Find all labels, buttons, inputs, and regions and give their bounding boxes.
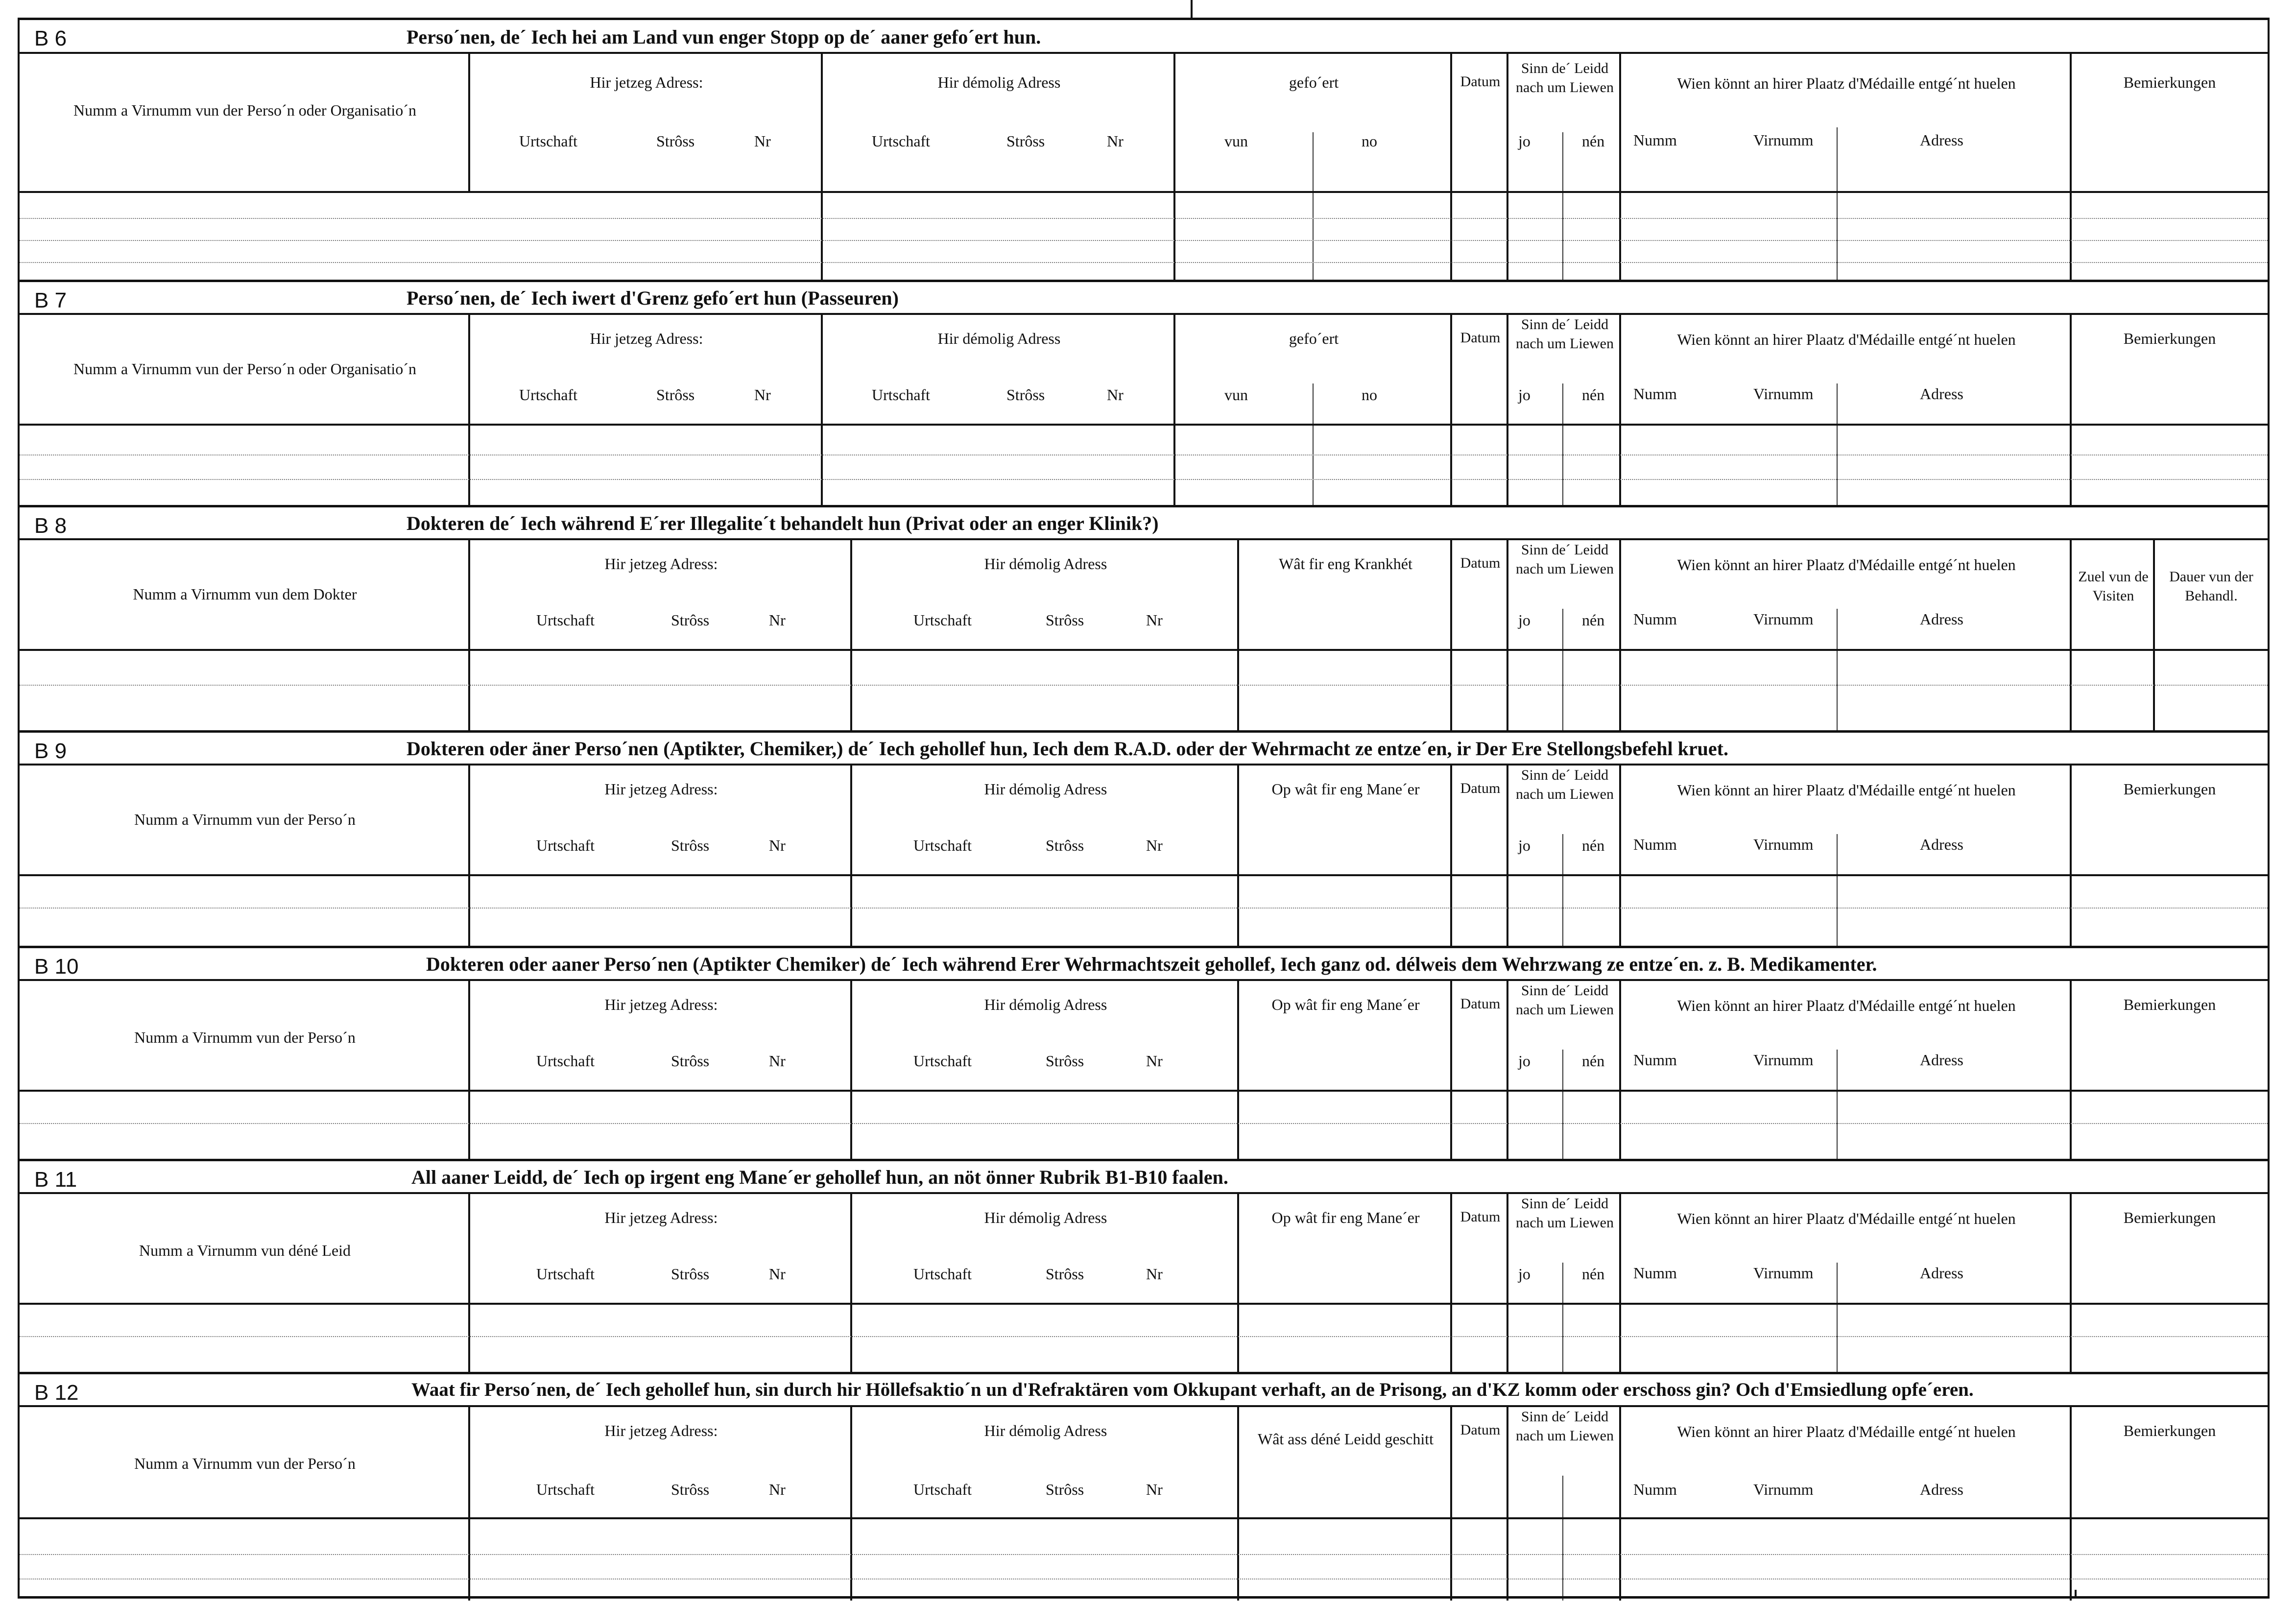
name-header: Numm a Virnumm vun déné Leid [139, 1242, 351, 1259]
remarks-header: Bemierkungen [2123, 996, 2216, 1013]
remarks-header: Bemierkungen [2123, 1209, 2216, 1226]
section-title: Dokteren de´ Iech während E´rer Illegalite´t behandelt hun (Privat oder an enger Klinik?) [407, 512, 1159, 534]
street-header: Strôss [1046, 1265, 1084, 1283]
alive-header: Sinn de´ Leidd nach um Liewen [1516, 1409, 1614, 1444]
locality-header: Urtschaft [872, 386, 931, 404]
number-header: Nr [754, 386, 771, 404]
alive-header: Sinn de´ Leidd nach um Liewen [1516, 1196, 1614, 1231]
street-header: Strôss [1006, 386, 1045, 404]
date-header: Datum [1460, 555, 1501, 571]
locality-header: Urtschaft [913, 611, 972, 629]
street-header: Strôss [671, 1052, 710, 1070]
former-address-header: Hir démolig Adress [984, 555, 1107, 573]
number-header: Nr [1107, 132, 1124, 150]
name-header: Numm a Virnumm vun der Perso´n [134, 811, 356, 828]
date-header: Datum [1460, 996, 1501, 1012]
section-b8 [18, 505, 2270, 730]
transported-header: gefo´ert [1289, 73, 1339, 91]
from-header: vun [1224, 132, 1248, 150]
no-header: nén [1582, 1265, 1605, 1283]
locality-header: Urtschaft [536, 1481, 595, 1498]
section-b6 [18, 18, 2270, 280]
street-header: Strôss [1046, 611, 1084, 629]
date-header: Datum [1460, 330, 1501, 346]
current-address-header: Hir jetzeg Adress: [590, 330, 703, 347]
number-header: Nr [1146, 837, 1163, 854]
address-header: Adress [1920, 131, 1963, 149]
medal-header: Wien könnt an hirer Plaatz d'Médaille entgé´nt huelen [1677, 74, 2016, 92]
street-header: Strôss [671, 1265, 710, 1283]
former-address-header: Hir démolig Adress [984, 1209, 1107, 1226]
section-b10 [18, 946, 2270, 1159]
address-header: Adress [1920, 836, 1963, 853]
section-b12 [18, 1372, 2270, 1599]
number-header: Nr [769, 837, 786, 854]
number-header: Nr [1107, 386, 1124, 404]
name-sub-header: Numm [1633, 131, 1677, 149]
firstname-header: Virnumm [1753, 836, 1814, 853]
current-address-header: Hir jetzeg Adress: [604, 1422, 718, 1439]
questionnaire-sheet [18, 18, 2270, 1599]
section-code: B 7 [34, 288, 67, 312]
remarks-header: Bemierkungen [2123, 73, 2216, 91]
firstname-header: Virnumm [1753, 385, 1814, 403]
locality-header: Urtschaft [519, 132, 578, 150]
locality-header: Urtschaft [872, 132, 931, 150]
binding-line-bottom [2075, 1590, 2077, 1599]
medal-header: Wien könnt an hirer Plaatz d'Médaille entgé´nt huelen [1677, 997, 2016, 1014]
visits-header: Zuel vun de Visiten [2078, 569, 2149, 604]
street-header: Strôss [671, 1481, 710, 1498]
name-sub-header: Numm [1633, 1481, 1677, 1498]
number-header: Nr [769, 1481, 786, 1498]
street-header: Strôss [1046, 837, 1084, 854]
street-header: Strôss [671, 837, 710, 854]
manner-header: Op wât fir eng Mane´er [1271, 780, 1420, 798]
name-header: Numm a Virnumm vun dem Dokter [133, 585, 357, 603]
to-header: no [1362, 132, 1377, 150]
name-sub-header: Numm [1633, 836, 1677, 853]
number-header: Nr [1146, 1052, 1163, 1070]
date-header: Datum [1460, 780, 1501, 796]
locality-header: Urtschaft [519, 386, 578, 404]
former-address-header: Hir démolig Adress [984, 996, 1107, 1013]
duration-header: Dauer vun der Behandl. [2169, 569, 2253, 604]
name-header: Numm a Virnumm vun der Perso´n [134, 1029, 356, 1046]
locality-header: Urtschaft [536, 1265, 595, 1283]
section-title: Perso´nen, de´ Iech hei am Land vun enger Stopp op de´ aaner gefo´ert hun. [407, 26, 1041, 48]
locality-header: Urtschaft [536, 837, 595, 854]
locality-header: Urtschaft [536, 1052, 595, 1070]
locality-header: Urtschaft [913, 837, 972, 854]
firstname-header: Virnumm [1753, 610, 1814, 628]
name-header: Numm a Virnumm vun der Perso´n oder Organisatio´n [73, 101, 416, 119]
number-header: Nr [1146, 1481, 1163, 1498]
current-address-header: Hir jetzeg Adress: [604, 996, 718, 1013]
address-header: Adress [1920, 610, 1963, 628]
former-address-header: Hir démolig Adress [984, 1422, 1107, 1439]
date-header: Datum [1460, 1422, 1501, 1438]
locality-header: Urtschaft [913, 1052, 972, 1070]
alive-header: Sinn de´ Leidd nach um Liewen [1516, 542, 1614, 577]
address-header: Adress [1920, 1051, 1963, 1069]
no-header: nén [1582, 132, 1605, 150]
number-header: Nr [1146, 611, 1163, 629]
street-header: Strôss [1046, 1052, 1084, 1070]
former-address-header: Hir démolig Adress [984, 780, 1107, 798]
section-code: B 6 [34, 26, 67, 50]
street-header: Strôss [656, 386, 695, 404]
number-header: Nr [754, 132, 771, 150]
manner-header: Op wât fir eng Mane´er [1271, 996, 1420, 1013]
address-header: Adress [1920, 1481, 1963, 1498]
firstname-header: Virnumm [1753, 1481, 1814, 1498]
street-header: Strôss [1046, 1481, 1084, 1498]
no-header: nén [1582, 1052, 1605, 1070]
current-address-header: Hir jetzeg Adress: [604, 780, 718, 798]
number-header: Nr [769, 1265, 786, 1283]
firstname-header: Virnumm [1753, 131, 1814, 149]
section-title: Dokteren oder äner Perso´nen (Aptikter, Chemiker,) de´ Iech gehollef hun, Iech dem R.A.D. oder der Wehrmacht ze entze´en, ir Der Ere Stellongsbefehl kruet. [407, 738, 1728, 760]
alive-header: Sinn de´ Leidd nach um Liewen [1516, 316, 1614, 352]
medal-header: Wien könnt an hirer Plaatz d'Médaille entgé´nt huelen [1677, 556, 2016, 574]
no-header: nén [1582, 611, 1605, 629]
manner-header: Op wât fir eng Mane´er [1271, 1209, 1420, 1226]
date-header: Datum [1460, 73, 1501, 90]
from-header: vun [1224, 386, 1248, 404]
section-title: Perso´nen, de´ Iech iwert d'Grenz gefo´ert hun (Passeuren) [407, 287, 899, 309]
number-header: Nr [769, 1052, 786, 1070]
name-sub-header: Numm [1633, 385, 1677, 403]
section-b11 [18, 1159, 2270, 1372]
yes-header: jo [1518, 386, 1531, 404]
yes-header: jo [1518, 1052, 1531, 1070]
medal-header: Wien könnt an hirer Plaatz d'Médaille entgé´nt huelen [1677, 781, 2016, 799]
former-address-header: Hir démolig Adress [937, 73, 1061, 91]
yes-header: jo [1518, 611, 1531, 629]
section-code: B 9 [34, 739, 67, 763]
number-header: Nr [769, 611, 786, 629]
section-title: All aaner Leidd, de´ Iech op irgent eng Mane´er gehollef hun, an nöt önner Rubrik B1-B10 faalen. [411, 1166, 1228, 1188]
firstname-header: Virnumm [1753, 1264, 1814, 1282]
section-code: B 8 [34, 514, 67, 538]
name-sub-header: Numm [1633, 1051, 1677, 1069]
section-code: B 11 [34, 1168, 77, 1192]
remarks-header: Bemierkungen [2123, 330, 2216, 347]
section-title: Dokteren oder aaner Perso´nen (Aptikter Chemiker) de´ Iech während Erer Wehrmachtszeit gehollef, Iech ganz od. délweis dem Wehrzwang ze entze´en. z. B. Medikamenter. [426, 953, 1877, 975]
former-address-header: Hir démolig Adress [937, 330, 1061, 347]
illness-header: Wât fir eng Krankhét [1279, 555, 1412, 573]
section-code: B 10 [34, 955, 79, 979]
number-header: Nr [1146, 1265, 1163, 1283]
locality-header: Urtschaft [536, 611, 595, 629]
street-header: Strôss [656, 132, 695, 150]
remarks-header: Bemierkungen [2123, 780, 2216, 798]
yes-header: jo [1518, 132, 1531, 150]
section-title: Waat fir Perso´nen, de´ Iech gehollef hun, sin durch hir Höllefsaktio´n un d'Refraktären vom Okkupant verhaft, an de Prisong, an d'KZ komm oder erschoss gin? Och d'Emsiedlung opfe´eren. [411, 1379, 1974, 1400]
medal-header: Wien könnt an hirer Plaatz d'Médaille entgé´nt huelen [1677, 331, 2016, 348]
name-header: Numm a Virnumm vun der Perso´n [134, 1455, 356, 1472]
address-header: Adress [1920, 385, 1963, 403]
alive-header: Sinn de´ Leidd nach um Liewen [1516, 767, 1614, 802]
no-header: nén [1582, 386, 1605, 404]
yes-header: jo [1518, 1265, 1531, 1283]
address-header: Adress [1920, 1264, 1963, 1282]
name-sub-header: Numm [1633, 1264, 1677, 1282]
date-header: Datum [1460, 1209, 1501, 1225]
no-header: nén [1582, 837, 1605, 854]
locality-header: Urtschaft [913, 1481, 972, 1498]
current-address-header: Hir jetzeg Adress: [590, 73, 703, 91]
name-sub-header: Numm [1633, 610, 1677, 628]
section-b9 [18, 730, 2270, 946]
transported-header: gefo´ert [1289, 330, 1339, 347]
current-address-header: Hir jetzeg Adress: [604, 1209, 718, 1226]
alive-header: Sinn de´ Leidd nach um Liewen [1516, 60, 1614, 96]
medal-header: Wien könnt an hirer Plaatz d'Médaille entgé´nt huelen [1677, 1423, 2016, 1440]
street-header: Strôss [671, 611, 710, 629]
remarks-header: Bemierkungen [2123, 1422, 2216, 1439]
section-b7 [18, 280, 2270, 505]
locality-header: Urtschaft [913, 1265, 972, 1283]
firstname-header: Virnumm [1753, 1051, 1814, 1069]
section-code: B 12 [34, 1381, 79, 1405]
yes-header: jo [1518, 837, 1531, 854]
binding-line-top [1191, 0, 1193, 18]
street-header: Strôss [1006, 132, 1045, 150]
medal-header: Wien könnt an hirer Plaatz d'Médaille entgé´nt huelen [1677, 1210, 2016, 1227]
name-header: Numm a Virnumm vun der Perso´n oder Organisatio´n [73, 360, 416, 378]
what-happened-header: Wât ass déné Leidd geschitt [1258, 1430, 1434, 1448]
alive-header: Sinn de´ Leidd nach um Liewen [1516, 982, 1614, 1018]
current-address-header: Hir jetzeg Adress: [604, 555, 718, 573]
to-header: no [1362, 386, 1377, 404]
